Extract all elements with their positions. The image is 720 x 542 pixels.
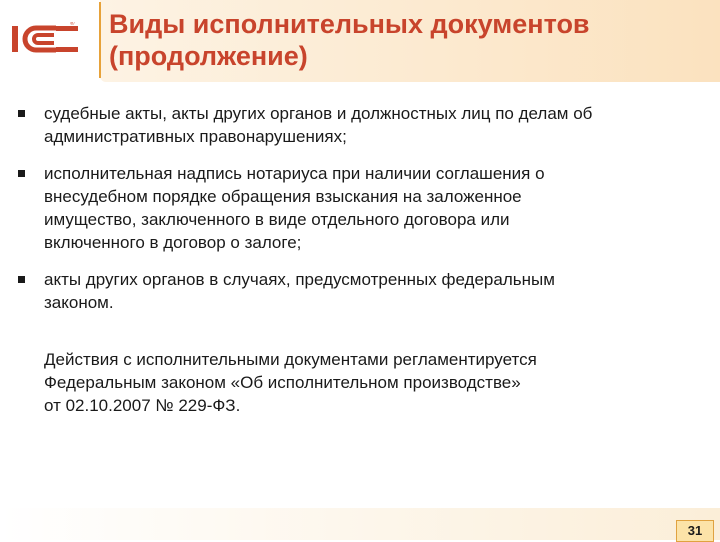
bullet-line: включенного в договор о залоге; <box>44 233 302 252</box>
bullet-text <box>44 102 698 148</box>
page-number: 31 <box>676 520 714 542</box>
bullet-item <box>18 162 698 254</box>
bullet-text <box>44 162 698 254</box>
bullet-line: акты других органов в случаях, предусмотренных федеральным <box>44 270 555 289</box>
note-line: Федеральным законом «Об исполнительном производстве» <box>44 373 521 392</box>
note-line: от 02.10.2007 № 229-ФЗ. <box>44 396 241 415</box>
square-bullet-icon <box>18 276 25 283</box>
registered-mark: ® <box>70 22 75 27</box>
bullet-line: исполнительная надпись нотариуса при наличии соглашения о <box>44 164 545 183</box>
bullet-line: судебные акты, акты других органов и должностных лиц по делам об <box>44 104 593 123</box>
slide-title <box>109 8 709 72</box>
legal-note <box>44 348 684 417</box>
title-line-1: Виды исполнительных документов <box>109 9 590 39</box>
bullet-line: внесудебном порядке обращения взыскания на заложенное <box>44 187 522 206</box>
square-bullet-icon <box>18 110 25 117</box>
bullet-text <box>44 268 698 314</box>
1c-logo <box>10 22 80 56</box>
bullet-line: имущество, заключенного в виде отдельного договора или <box>44 210 510 229</box>
note-line: Действия с исполнительными документами регламентируется <box>44 350 537 369</box>
footer-band <box>0 508 720 540</box>
title-line-2: (продолжение) <box>109 41 308 71</box>
bullet-line: административных правонарушениях; <box>44 127 347 146</box>
bullet-list <box>18 102 698 328</box>
bullet-item <box>18 268 698 314</box>
bullet-item <box>18 102 698 148</box>
bullet-line: законом. <box>44 293 114 312</box>
square-bullet-icon <box>18 170 25 177</box>
title-divider <box>99 2 101 78</box>
